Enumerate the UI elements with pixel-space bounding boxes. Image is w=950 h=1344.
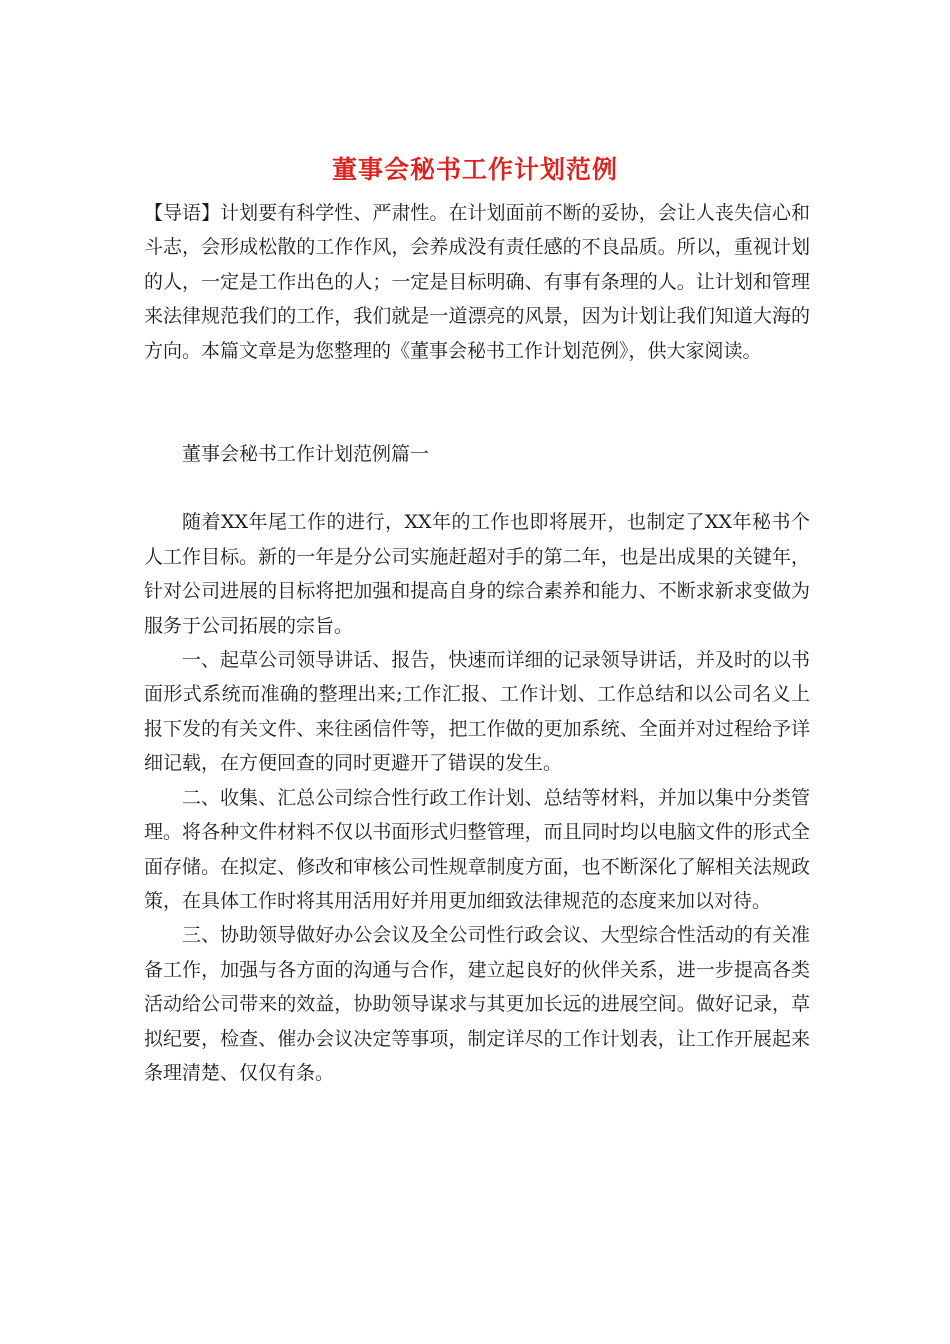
body-paragraph-2: 一、起草公司领导讲话、报告，快速而详细的记录领导讲话，并及时的以书面形式系统而准确的整理出来;工作汇报、工作计划、工作总结和以公司名义上报下发的有关文件、来往函信件等，把工作做的更加系统、全面并对过程给予详细记载，在方便回查的同时更避开了错误的发生。 [144,649,810,775]
intro-paragraph: 【导语】计划要有科学性、严肃性。在计划面前不断的妥协，会让人丧失信心和斗志，会形成松散的工作作风，会养成没有责任感的不良品质。所以，重视计划的人，一定是工作出色的人；一定是目标明确、有事有条理的人。让计划和管理来法律规范我们的工作，我们就是一道漂亮的风景，因为计划让我们知道大海的方向。本篇文章是为您整理的《董事会秘书工作计划范例》，供大家阅读。 [144,202,810,362]
spacer [144,471,810,505]
spacer [144,368,810,437]
body-paragraph-3: 二、收集、汇总公司综合性行政工作计划、总结等材料，并加以集中分类管理。将各种文件材料不仅以书面形式归整管理，而且同时均以电脑文件的形式全面存储。在拟定、修改和审核公司性规章制度方面，也不断深化了解相关法规政策，在具体工作时将其用活用好并用更加细致法律规范的态度来加以对待。 [144,786,810,912]
section-heading: 董事会秘书工作计划范例篇一 [182,443,430,466]
body-paragraph-4: 三、协助领导做好办公会议及全公司性行政会议、大型综合性活动的有关准备工作，加强与各方面的沟通与合作，建立起良好的伙伴关系，进一步提高各类活动给公司带来的效益，协助领导谋求与其更加长远的进展空间。做好记录，草拟纪要，检查、催办会议决定等事项，制定详尽的工作计划表，让工作开展起来条理清楚、仅仅有条。 [144,924,810,1084]
document-title: 董事会秘书工作计划范例 [331,155,618,184]
body-paragraph-1: 随着XX年尾工作的进行，XX年的工作也即将展开，也制定了XX年秘书个人工作目标。新的一年是分公司实施赶超对手的第二年，也是出成果的关键年，针对公司进展的目标将把加强和提高自身的综合素养和能力、不断求新求变做为服务于公司拓展的宗旨。 [144,511,810,637]
document-body [144,196,810,1090]
